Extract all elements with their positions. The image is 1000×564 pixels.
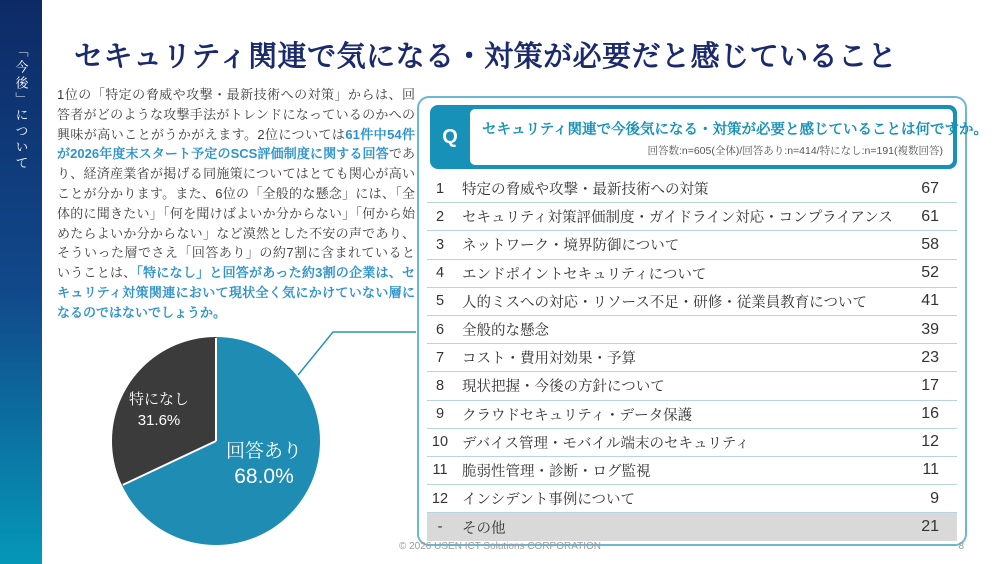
row-rank: - xyxy=(437,519,443,536)
row-value: 39 xyxy=(921,320,939,338)
row-label: 脆弱性管理・診断・ログ監視 xyxy=(462,463,651,480)
row-label: 特定の脅威や攻撃・最新技術への対策 xyxy=(462,182,709,199)
commentary-segment: 1位の「特定の脅威や攻撃・最新技術への対策」からは、回答者がどのような攻撃手法がトレンドになっているのかへの興味が高いことがうかがえます。2位については xyxy=(57,87,415,142)
table-row xyxy=(427,175,957,203)
question-box xyxy=(430,105,989,169)
pie-label-ari xyxy=(206,439,322,489)
row-label: コスト・費用対効果・予算 xyxy=(462,351,636,368)
section-ribbon-label: 「今後」について xyxy=(13,44,29,172)
row-rank: 3 xyxy=(435,236,445,253)
table-row xyxy=(427,457,957,485)
commentary-highlight: 「特になし」と回答があった約3割の企業は、セキュリティ対策関連において現状全く気にかけていない層になるのではないでしょうか。 xyxy=(57,265,415,320)
row-rank: 11 xyxy=(432,462,448,479)
table-row xyxy=(427,288,957,316)
row-rank: 1 xyxy=(435,180,445,197)
pie-chart-area xyxy=(112,337,320,545)
row-label: 人的ミスへの対応・リソース不足・研修・従業員教育について xyxy=(462,294,867,311)
pie-label-nashi-pct: 31.6% xyxy=(137,412,181,429)
row-label: ネットワーク・境界防御について xyxy=(462,238,680,255)
row-rank: 7 xyxy=(435,349,445,366)
table-row xyxy=(427,485,957,513)
row-value: 11 xyxy=(922,461,939,479)
row-label: その他 xyxy=(462,520,506,537)
commentary-segment: であり、経済産業省が掲げる同施策についてはとても関心が高いことが分かります。また、6位の「全般的な懸念」には、「全体的に聞きたい」「何を聞けばよいか分からない」「何から始めたらよいか分からない」など漠然とした不安の声であり、そういった層でさえ「回答あり」の約7割に含まれているということは、 xyxy=(57,146,415,281)
table-row xyxy=(427,401,957,429)
row-value: 52 xyxy=(921,264,939,282)
row-rank: 4 xyxy=(435,265,445,282)
row-value: 21 xyxy=(921,518,939,536)
page-number: 8 xyxy=(958,541,964,552)
row-rank: 9 xyxy=(435,406,445,423)
row-label: エンドポイントセキュリティについて xyxy=(462,266,707,283)
row-value: 67 xyxy=(921,179,939,197)
pie-label-nashi xyxy=(116,389,202,431)
row-label: インシデント事例について xyxy=(462,492,636,509)
results-panel xyxy=(417,96,989,546)
row-label: 全般的な懸念 xyxy=(462,323,549,340)
row-value: 41 xyxy=(921,292,939,310)
row-value: 61 xyxy=(921,207,939,225)
question-badge: Q xyxy=(442,125,458,148)
row-value: 9 xyxy=(930,489,939,507)
ranking-table-body xyxy=(427,175,957,541)
row-value: 58 xyxy=(921,235,939,253)
row-rank: 6 xyxy=(435,321,445,338)
row-rank: 8 xyxy=(435,377,445,394)
row-rank: 2 xyxy=(435,208,445,225)
table-row xyxy=(427,203,957,231)
row-rank: 5 xyxy=(435,293,445,310)
table-row xyxy=(427,231,957,259)
page-title: セキュリティ関連で気になる・対策が必要だと感じていること xyxy=(74,41,898,74)
row-value: 17 xyxy=(921,376,939,394)
question-box-inner xyxy=(470,109,989,165)
table-row xyxy=(427,260,957,288)
copyright-text: © 2026 USEN ICT Solutions CORPORATION xyxy=(398,541,602,552)
question-note: 回答数:n=605(全体)/回答あり:n=414/特になし:n=191(複数回答) xyxy=(647,145,943,157)
commentary-highlight: 61件中54件が2026年度末スタート予定のSCS評価制度に関する回答 xyxy=(57,126,415,162)
pie-label-nashi-name: 特になし xyxy=(128,391,189,408)
row-label: 現状把握・今後の方針について xyxy=(462,379,665,396)
row-value: 23 xyxy=(921,348,939,366)
row-value: 16 xyxy=(921,405,939,423)
row-value: 12 xyxy=(921,433,939,451)
row-rank: 10 xyxy=(431,434,449,451)
table-row xyxy=(427,344,957,372)
row-label: デバイス管理・モバイル端末のセキュリティ xyxy=(462,435,750,452)
table-row xyxy=(427,513,957,541)
table-row xyxy=(427,372,957,400)
table-row xyxy=(427,316,957,344)
row-rank: 12 xyxy=(431,490,449,507)
section-ribbon xyxy=(0,0,42,564)
row-label: セキュリティ対策評価制度・ガイドライン対応・コンプライアンス xyxy=(462,210,893,227)
question-text: セキュリティ関連で今後気になる・対策が必要と感じていることは何ですか。 xyxy=(482,122,989,138)
pie-label-ari-name: 回答あり xyxy=(225,441,302,462)
table-row xyxy=(427,429,957,457)
row-label: クラウドセキュリティ・データ保護 xyxy=(462,407,693,424)
commentary-text xyxy=(57,85,415,323)
pie-label-ari-pct: 68.0% xyxy=(234,465,294,488)
